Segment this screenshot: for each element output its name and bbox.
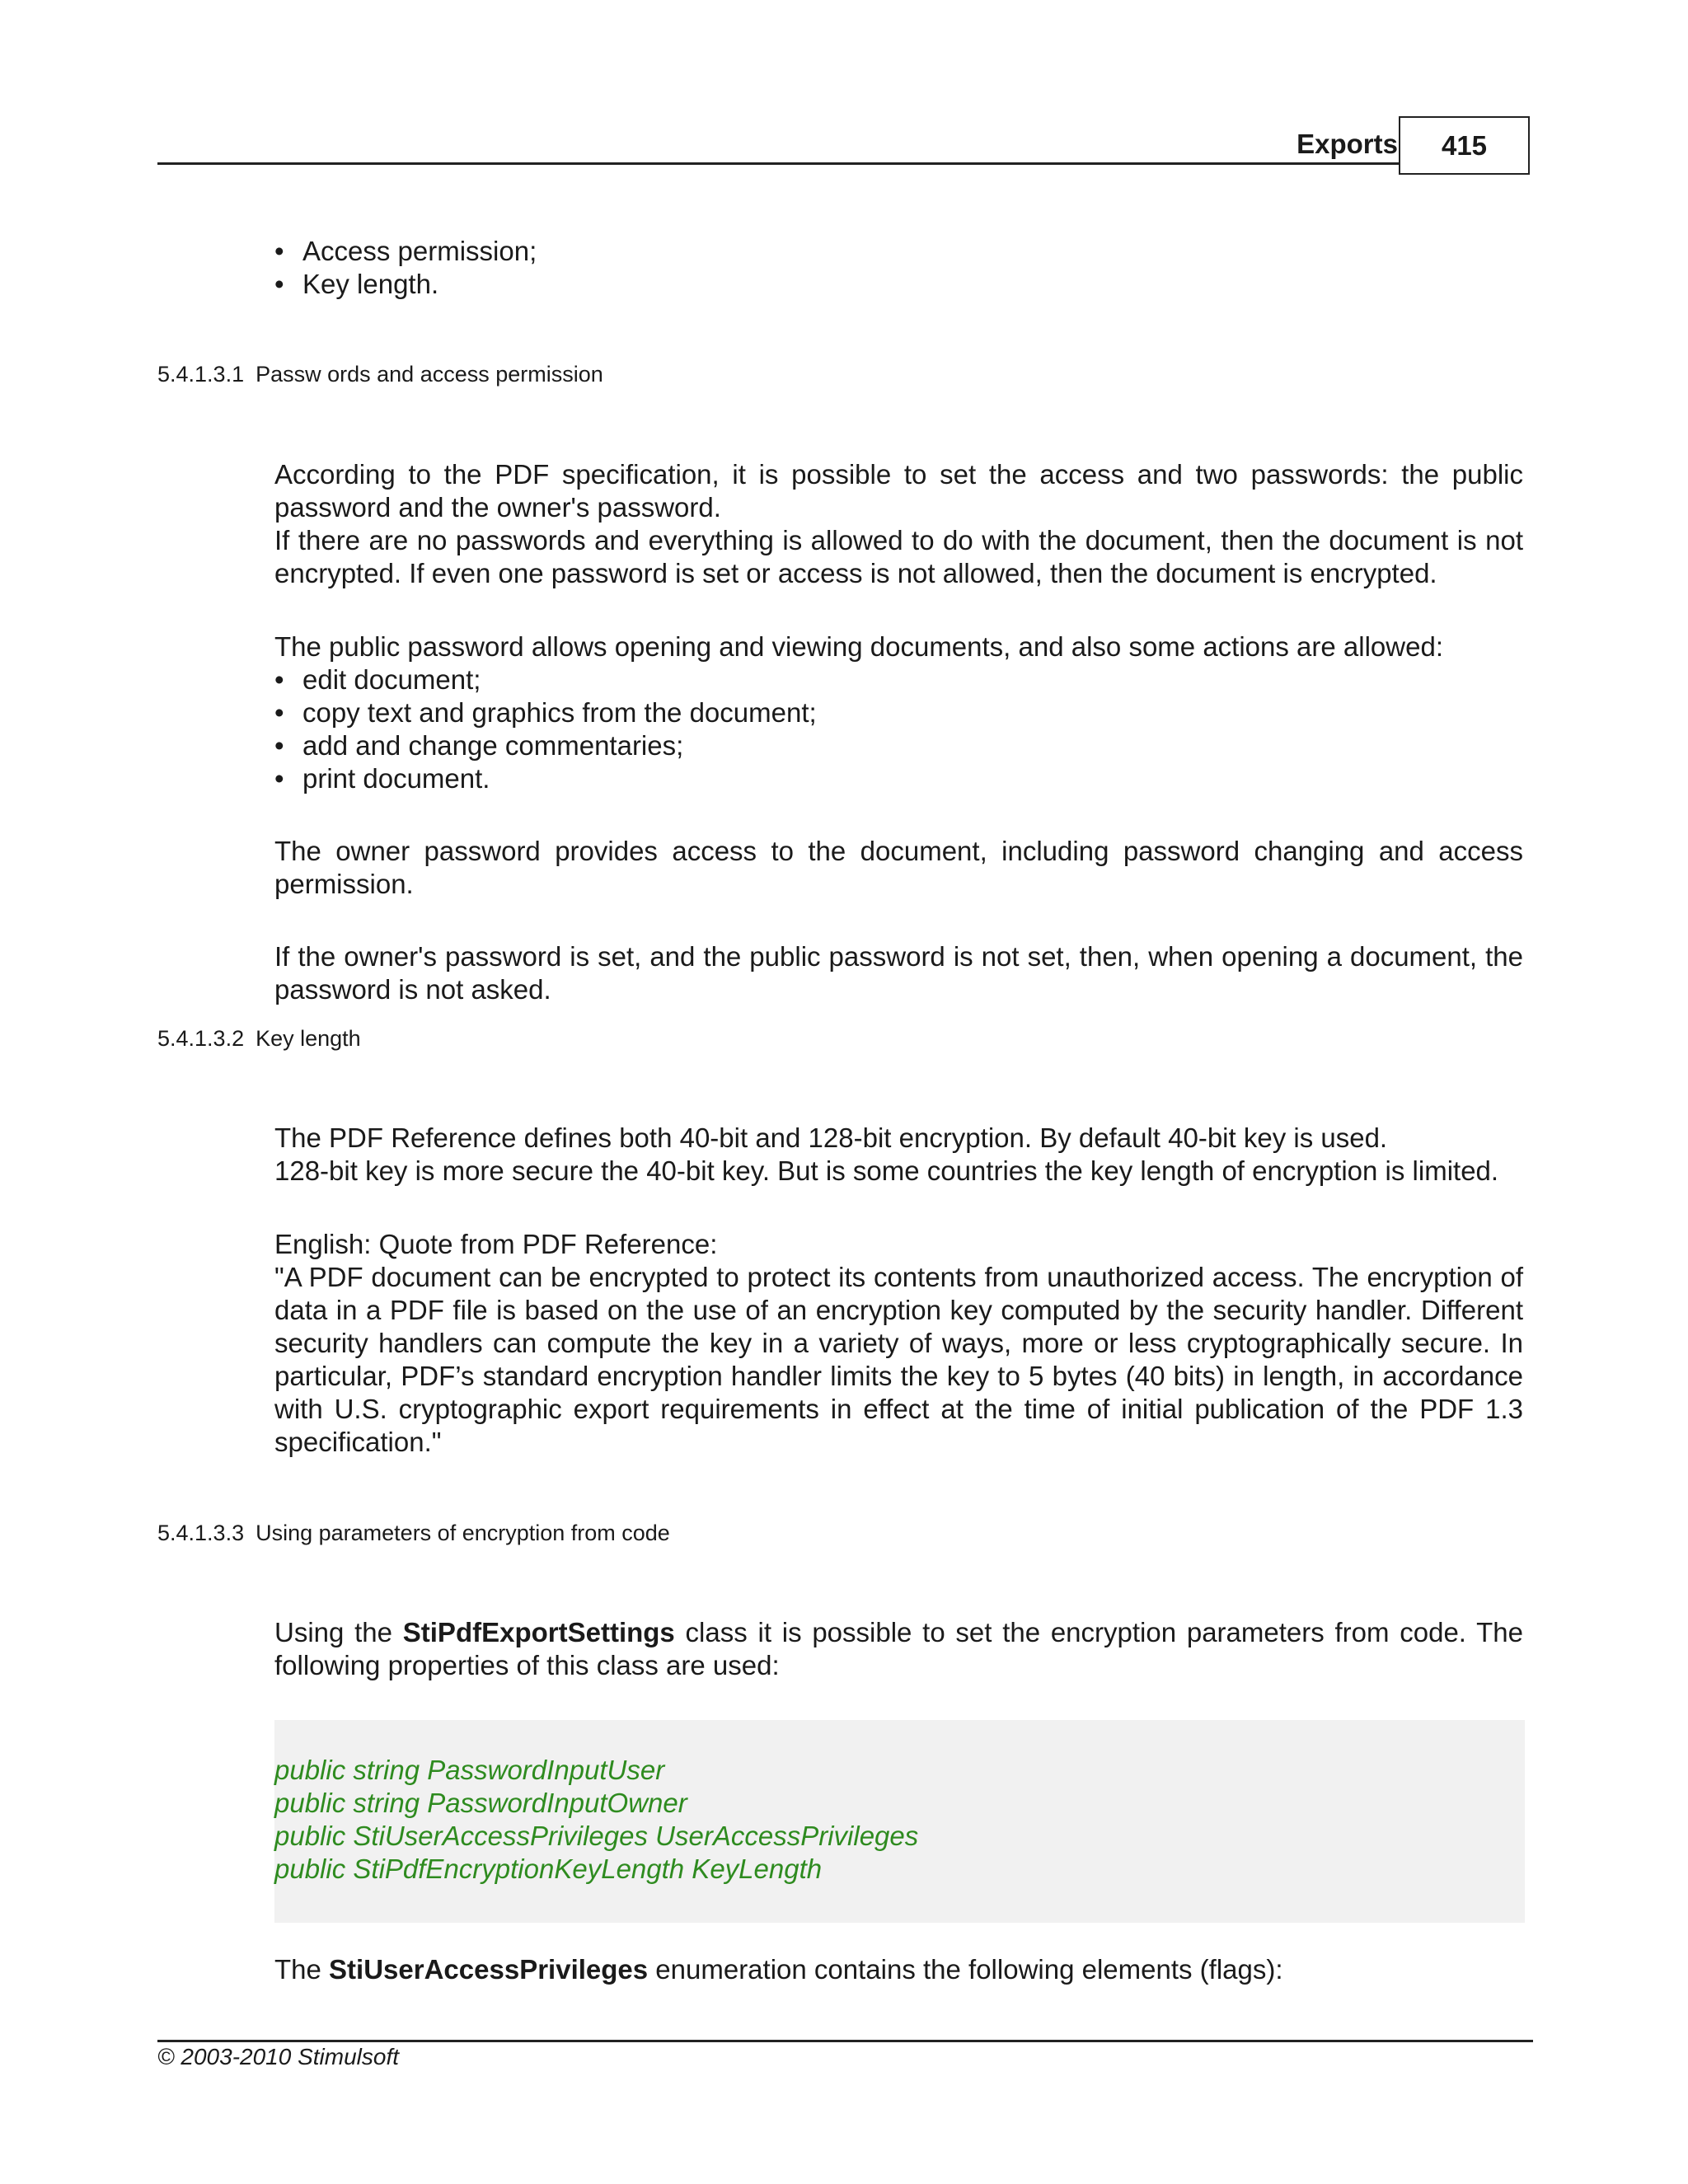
text-line: with U.S. cryptographic export requirements in effect at the time of initial publication of the PDF 1.3 [274, 1394, 1523, 1424]
code-line: public StiPdfEncryptionKeyLength KeyLength [274, 1854, 823, 1884]
text-line: encrypted. If even one password is set or access is not allowed, then the document is encrypted. [274, 558, 1437, 588]
section-number: 5.4.1.3.1 [157, 362, 245, 387]
allowed-actions-list [274, 663, 1523, 795]
code-line: public string PasswordInputUser [274, 1755, 665, 1785]
paragraph-owner-set [274, 940, 1523, 1006]
paragraph-pdf-spec [274, 458, 1523, 590]
text-line: The PDF Reference defines both 40-bit and 128-bit encryption. By default 40-bit key is used. [274, 1122, 1388, 1153]
paragraph-public-password: The public password allows opening and viewing documents, and also some actions are allowed: [274, 631, 1443, 662]
header-divider [157, 162, 1400, 165]
text-line: According to the PDF specification, it is possible to set the access and two passwords: the public [274, 459, 1523, 490]
text-line: "A PDF document can be encrypted to protect its contents from unauthorized access. The encryption of [274, 1262, 1523, 1292]
text-line: 128-bit key is more secure the 40-bit key. But is some countries the key length of encryption is limited. [274, 1155, 1499, 1186]
section-number: 5.4.1.3.2 [157, 1026, 245, 1051]
text-line: If there are no passwords and everything is allowed to do with the document, then the document is not [274, 525, 1523, 555]
section-number: 5.4.1.3.3 [157, 1521, 245, 1545]
paragraph-enumeration [274, 1953, 1523, 1986]
text-line: English: Quote from PDF Reference: [274, 1229, 718, 1259]
intro-bullet-list [274, 235, 1523, 301]
text-line: security handlers can compute the key in a variety of ways, more or less cryptographically secure. In [274, 1328, 1523, 1358]
text-run: class it is possible to set the encryption parameters from code. The [674, 1617, 1523, 1647]
section-title: Passw ords and access permission [256, 362, 603, 387]
text-line: password and the owner's password. [274, 492, 721, 523]
text-line [274, 1616, 1523, 1649]
section-heading-passwords [157, 360, 603, 388]
section-heading-key-length [157, 1024, 361, 1052]
list-item: • Key length. [274, 268, 1523, 301]
list-item: • edit document; [274, 663, 1523, 696]
page-number: 415 [1399, 116, 1530, 175]
text-run: enumeration contains the following elements (flags): [648, 1954, 1283, 1985]
text-run: The [274, 1954, 330, 1985]
running-header-title: Exports [1296, 129, 1398, 159]
list-item: • print document. [274, 762, 1523, 795]
text-line: data in a PDF file is based on the use of an encryption key computed by the security handler. Different [274, 1295, 1523, 1325]
paragraph-export-settings [274, 1616, 1523, 1682]
list-item: • copy text and graphics from the document; [274, 696, 1523, 729]
text-line: following properties of this class are used: [274, 1650, 780, 1680]
section-title: Key length [256, 1026, 361, 1051]
paragraph-owner-password [274, 835, 1523, 901]
section-heading-code-params [157, 1519, 670, 1547]
text-line: particular, PDF’s standard encryption handler limits the key to 5 bytes (40 bits) in length, in accordance [274, 1361, 1523, 1391]
list-item: • Access permission; [274, 235, 1523, 268]
list-item: • add and change commentaries; [274, 729, 1523, 762]
class-name: StiPdfExportSettings [402, 1617, 675, 1647]
text-line: permission. [274, 869, 414, 899]
section-title: Using parameters of encryption from code [256, 1521, 670, 1545]
footer-copyright: © 2003-2010 Stimulsoft [157, 2044, 400, 2069]
text-line: If the owner's password is set, and the public password is not set, then, when opening a document, the [274, 941, 1523, 972]
code-line: public string PasswordInputOwner [274, 1788, 687, 1818]
text-line: The owner password provides access to the document, including password changing and access [274, 836, 1523, 866]
text-run: Using the [274, 1617, 403, 1647]
code-line: public StiUserAccessPrivileges UserAccessPrivileges [274, 1821, 919, 1851]
paragraph-key-length [274, 1122, 1523, 1188]
paragraph-quote [274, 1228, 1523, 1459]
enum-name: StiUserAccessPrivileges [329, 1954, 649, 1985]
text-line: specification." [274, 1427, 442, 1457]
text-line: password is not asked. [274, 974, 551, 1005]
